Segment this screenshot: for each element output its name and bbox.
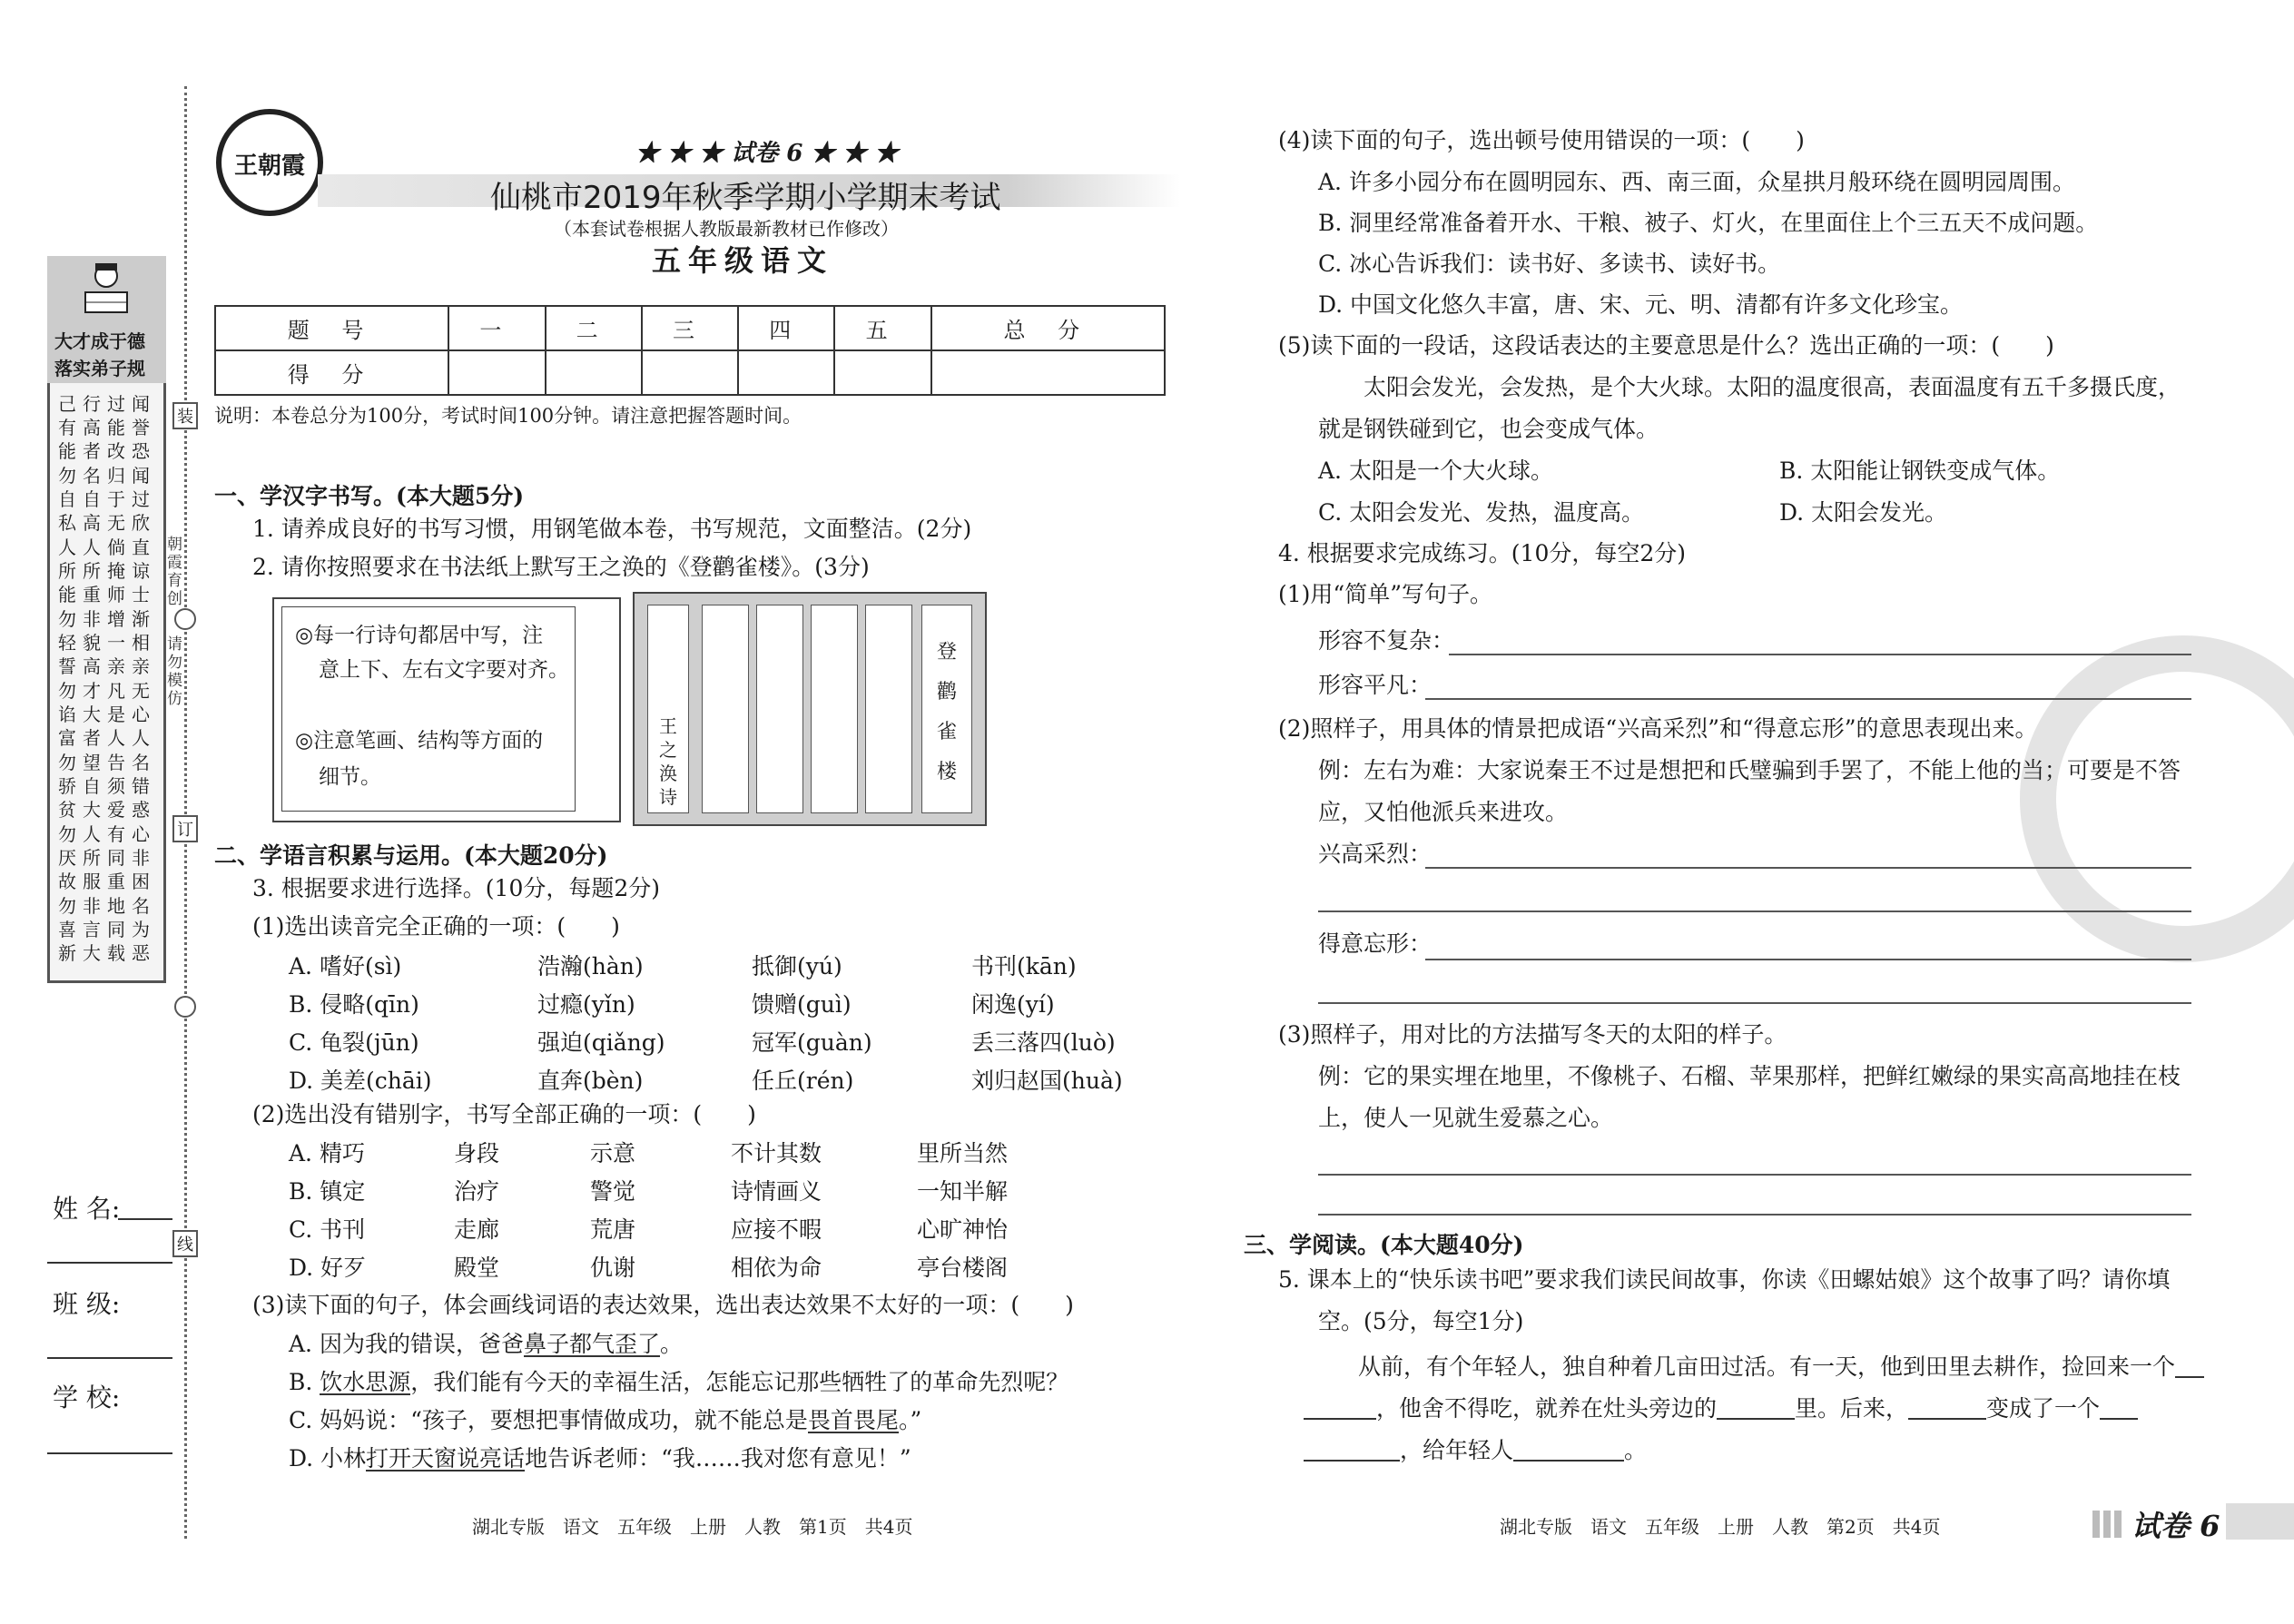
score-header-cell: 一 [448, 306, 545, 350]
q5-passage-text: 。 [1624, 1437, 1648, 1463]
motto-column: 非言大 [83, 895, 101, 964]
q3-1-text: (1)选出读音完全正确的一项：( ) [252, 913, 620, 940]
score-cell[interactable] [834, 350, 930, 395]
q2-text: 2. 请你按照要求在书法纸上默写王之涣的《登鹳雀楼》。(3分) [252, 554, 870, 580]
q5-passage-text: 里。后来， [1795, 1395, 1909, 1422]
tip1-line2: 意上下、左右文字要对齐。 [319, 658, 569, 682]
motto-column: 勿骄贫 [58, 752, 76, 821]
q4-5-option-b[interactable]: B. 太阳能让钢铁变成气体。 [1779, 458, 2061, 484]
q3-1-option-cell[interactable]: 抵御(yú) [752, 953, 842, 979]
q5-passage-line3 [1304, 1436, 1647, 1462]
q3-1-option-cell[interactable]: 书刊(kān) [971, 953, 1077, 979]
motto-columns [56, 392, 156, 973]
q5-passage-text: 变成了一个 [1986, 1395, 2101, 1422]
q3-1-option-cell[interactable]: 过瘾(yǐn) [537, 991, 635, 1018]
exam-subtitle: （本套试卷根据人教版最新教材已作修改） [554, 218, 899, 240]
q4b-1-label: 兴高采烈： [1318, 841, 1433, 867]
motto-column: 地同载 [107, 895, 125, 964]
motto-column: 勿厌故 [58, 823, 76, 892]
q5-blank-1-cont[interactable] [1304, 1394, 1376, 1420]
q3-2-option-cell[interactable]: 荒唐 [590, 1216, 636, 1243]
score-cell[interactable] [642, 350, 738, 395]
q1-text: 1. 请养成良好的书写习惯，用钢笔做本卷，书写规范，文面整洁。(2分) [252, 516, 972, 542]
seal-watermark [2020, 635, 2294, 962]
motto-column: 增一亲 [107, 608, 125, 677]
score-header-cell: 三 [642, 306, 738, 350]
score-value-row [215, 350, 1165, 395]
motto-column: 行高者 [83, 393, 101, 462]
fold-label-2: 订 [172, 815, 198, 842]
q4a-text: (1)用“简单”写句子。 [1278, 581, 1492, 607]
score-header-cell: 五 [834, 306, 930, 350]
q5-blank-1[interactable] [2175, 1353, 2204, 1378]
side-note-2: 请勿模仿 [167, 635, 182, 708]
q5-blank-4-cont[interactable] [1304, 1436, 1400, 1462]
q4c-answer-line-2[interactable] [1318, 1214, 2191, 1216]
name-field[interactable] [118, 1218, 172, 1220]
q3-2-option-cell[interactable]: 应接不暇 [731, 1216, 822, 1243]
score-cell[interactable] [546, 350, 642, 395]
q4-4-option-a[interactable]: A. 许多小园分布在圆明园东、西、南三面，众星拱月般环绕在圆明园周围。 [1318, 169, 2075, 195]
q3-2-option-cell[interactable]: 警觉 [590, 1178, 636, 1205]
motto-column: 闻誉恐 [132, 393, 150, 462]
motto-column: 倘掩师 [107, 536, 125, 605]
q4-4-option-b[interactable]: B. 洞里经常准备着开水、干粮、被子、灯火，在里面住上个三五天不成问题。 [1318, 210, 2099, 236]
page2-footer: 湖北专版 语文 五年级 上册 人教 第2页 共4页 [1500, 1516, 1941, 1538]
q3-2-option-cell[interactable]: 诗情画义 [731, 1178, 822, 1205]
q4-5-passage-line2: 就是钢铁碰到它，也会变成气体。 [1318, 416, 1659, 442]
q3-3-c-post: 。” [898, 1407, 922, 1433]
q3-1-option-cell[interactable]: 任丘(rén) [752, 1068, 854, 1094]
q3-3-d-underline: 打开天窗说亮话 [366, 1445, 526, 1471]
motto-column: 归于无 [107, 465, 125, 534]
q3-3-d-pre: D. 小林 [289, 1445, 367, 1471]
q4b-2-answer-line[interactable] [1425, 959, 2191, 960]
motto-column: 勿自私 [58, 465, 76, 534]
writing-column-4[interactable] [865, 605, 912, 813]
q3-3-option-d[interactable] [289, 1447, 911, 1471]
poem-author-text: 王之涣诗 [659, 715, 677, 808]
motto-column: 人所重 [83, 536, 101, 605]
q4b-text: (2)照样子，用具体的情景把成语“兴高采烈”和“得意忘形”的意思表现出来。 [1278, 715, 2038, 742]
q4-4-text: (4)读下面的句子，选出顿号使用错误的一项：( ) [1278, 127, 1805, 153]
q3-3-c-underline: 畏首畏尾 [807, 1407, 899, 1433]
q3-2-option-cell[interactable]: A. 精巧 [289, 1140, 365, 1166]
q3-text: 3. 根据要求进行选择。(10分，每题2分) [252, 875, 661, 901]
q3-1-option-cell[interactable]: 丢三落四(luò) [971, 1029, 1116, 1056]
q3-3-option-a[interactable] [289, 1333, 683, 1357]
q3-2-option-cell[interactable]: 治疗 [454, 1178, 500, 1205]
q4b-example-line1: 例：左右为难：大家说秦王不过是想把和氏璧骗到手罢了，不能上他的当；可要是不答 [1318, 757, 2181, 783]
name-field-line[interactable] [47, 1262, 172, 1264]
section3-title: 三、学阅读。(本大题40分) [1244, 1232, 1524, 1258]
q3-2-option-cell[interactable]: D. 好歹 [289, 1255, 367, 1281]
score-row-label: 得 分 [215, 350, 448, 395]
score-cell[interactable] [448, 350, 545, 395]
motto-header [47, 256, 166, 383]
page1-footer: 湖北专版 语文 五年级 上册 人教 第1页 共4页 [472, 1516, 913, 1538]
q5-text-line2: 空。(5分，每空1分) [1318, 1308, 1524, 1334]
q3-3-text: (3)读下面的句子，体会画线词语的表达效果，选出表达效果不太好的一项：( ) [252, 1292, 1074, 1318]
q3-2-text: (2)选出没有错别字，书写全部正确的一项：( ) [252, 1101, 756, 1127]
q4a-1-answer-line[interactable] [1449, 654, 2191, 655]
q4-5-option-c[interactable]: C. 太阳会发光、发热，温度高。 [1318, 499, 1645, 526]
q4a-1-label: 形容不复杂： [1318, 627, 1455, 654]
q5-blank-5[interactable] [1513, 1436, 1624, 1462]
q3-1-option-cell[interactable]: A. 嗜好(sì) [289, 953, 402, 979]
q3-2-option-cell[interactable]: 身段 [454, 1140, 500, 1166]
q4c-answer-line[interactable] [1318, 1174, 2191, 1176]
motto-column: 名为恶 [132, 895, 150, 964]
motto-column: 非貌高 [83, 608, 101, 677]
q3-3-a-underline: 鼻子都气歪了 [523, 1331, 660, 1357]
motto-column: 闻过欣 [132, 465, 150, 534]
motto-column: 告须爱 [107, 752, 125, 821]
q3-2-option-cell[interactable]: 走廊 [454, 1216, 500, 1243]
q5-blank-3[interactable] [1908, 1394, 1986, 1420]
q3-3-b-underline: 饮水思源 [320, 1369, 411, 1395]
brand-logo [216, 109, 323, 216]
motto-column: 名错惑 [132, 752, 150, 821]
side-note-1: 朝霞育创 [167, 536, 182, 608]
q3-1-option-cell[interactable]: 冠军(guàn) [752, 1029, 872, 1056]
q5-passage-text: ，他舍不得吃，就养在灶头旁边的 [1376, 1395, 1718, 1422]
q3-1-option-cell[interactable]: 刘归赵国(huà) [971, 1068, 1123, 1094]
q3-2-option-cell[interactable]: 殿堂 [454, 1255, 500, 1281]
score-table [214, 305, 1166, 396]
motto-column: 心非困 [132, 823, 150, 892]
motto-column: 无心人 [132, 680, 150, 749]
q4-5-option-d[interactable]: D. 太阳会发光。 [1779, 499, 1948, 526]
tip2-line1: ◎注意笔画、结构等方面的 [295, 729, 544, 753]
motto-column: 望自大 [83, 752, 101, 821]
q3-3-b-post: ，我们能有今天的幸福生活，怎能忘记那些牺牲了的革命先烈呢？ [410, 1369, 1069, 1395]
q3-1-option-cell[interactable]: 浩瀚(hàn) [537, 953, 644, 979]
score-cell[interactable] [931, 350, 1165, 395]
q4-4-option-c[interactable]: C. 冰心告诉我们：读书好、多读书、读好书。 [1318, 251, 1781, 277]
corner-tab [2226, 1503, 2294, 1540]
q3-2-option-cell[interactable]: 仇谢 [590, 1255, 636, 1281]
q3-2-option-cell[interactable]: 示意 [590, 1140, 636, 1166]
hole-2 [174, 996, 196, 1018]
q3-3-c-pre: C. 妈妈说：“孩子，要想把事情做成功，就不能总是 [289, 1407, 808, 1433]
logo-text: 王朝霞 [233, 153, 305, 180]
score-header-cell: 二 [546, 306, 642, 350]
q3-1-option-cell[interactable]: 馈赠(guì) [752, 991, 852, 1018]
q3-3-a-post: 。 [659, 1331, 683, 1357]
motto-column: 直谅士 [132, 536, 150, 605]
score-header-cell: 总 分 [931, 306, 1165, 350]
motto-column: 人所能 [58, 536, 76, 605]
q3-3-option-c[interactable] [289, 1409, 921, 1433]
q4b-2-answer-line-2[interactable] [1318, 1002, 2191, 1004]
q4a-2-label: 形容平凡： [1318, 672, 1433, 698]
motto-column: 名自高 [83, 465, 101, 534]
q3-1-option-cell[interactable]: 强迫(qiǎng) [537, 1029, 665, 1056]
q3-2-option-cell[interactable]: 不计其数 [731, 1140, 822, 1166]
q5-passage-line2 [1304, 1394, 2138, 1420]
q3-1-option-cell[interactable]: B. 侵略(qīn) [289, 991, 419, 1018]
tip1-line1: ◎每一行诗句都居中写，注 [295, 624, 544, 647]
scholar-icon [80, 261, 133, 320]
motto-line-2: 落实弟子规 [54, 358, 145, 379]
q3-2-option-cell[interactable]: B. 镇定 [289, 1178, 366, 1205]
q3-1-option-cell[interactable]: C. 龟裂(jūn) [289, 1029, 419, 1056]
exam-badge: ★ ★ ★ 试卷 6 ★ ★ ★ [635, 140, 899, 167]
q4-5-passage-line1: 太阳会发光，会发热，是个大火球。太阳的温度很高，表面温度有五千多摄氏度， [1364, 374, 2181, 400]
motto-column: 凡是人 [107, 680, 125, 749]
motto-column: 己有能 [58, 393, 76, 462]
writing-column-1[interactable] [702, 605, 749, 813]
q4-5-text: (5)读下面的一段话，这段话表达的主要意思是什么？选出正确的一项：( ) [1278, 332, 2054, 359]
motto-column: 渐相亲 [132, 608, 150, 677]
poem-title-text: 登鹳雀楼 [937, 641, 958, 783]
q4a-2-answer-line[interactable] [1425, 698, 2191, 700]
motto-column: 勿谄富 [58, 680, 76, 749]
q5-passage-text: 从前，有个年轻人，独自种着几亩田过活。有一天，他到田里去耕作，捡回来一个 [1358, 1353, 2176, 1380]
class-field[interactable] [47, 1357, 172, 1359]
q3-2-option-cell[interactable]: 心旷神怡 [917, 1216, 1009, 1243]
score-header-cell: 题 号 [215, 306, 448, 350]
q3-2-option-cell[interactable]: 里所当然 [917, 1140, 1009, 1166]
q4c-example-line2: 上，使人一见就生爱慕之心。 [1318, 1105, 1614, 1131]
q5-passage-line1 [1358, 1353, 2204, 1378]
class-label: 班 级: [53, 1289, 121, 1319]
q4b-example-line2: 应，又怕他派兵来进攻。 [1318, 799, 1569, 825]
q3-3-d-post: 地告诉老师：“我……我对您有意见！” [525, 1445, 911, 1471]
poem-author [647, 605, 689, 813]
hole-1 [174, 608, 196, 630]
section2-title: 二、学语言积累与运用。(本大题20分) [214, 842, 608, 869]
q3-1-option-cell[interactable]: 闲逸(yí) [971, 991, 1055, 1018]
subject-title: 五年级语文 [652, 243, 834, 278]
q4b-2-label: 得意忘形： [1318, 930, 1433, 957]
q4b-1-answer-line-2[interactable] [1318, 910, 2191, 912]
q4c-example-line1: 例：它的果实埋在地里，不像桃子、石榴、苹果那样，把鲜红嫩绿的果实高高地挂在枝 [1318, 1063, 2181, 1089]
q3-2-option-cell[interactable]: 相依为命 [731, 1255, 822, 1281]
q3-3-option-b[interactable] [289, 1371, 1068, 1395]
corner-badge: 试卷 6 [2132, 1509, 2220, 1543]
q4c-text: (3)照样子，用对比的方法描写冬天的太阳的样子。 [1278, 1021, 1787, 1048]
writing-column-3[interactable] [811, 605, 858, 813]
q3-3-a-pre: A. 因为我的错误，爸爸 [289, 1331, 524, 1357]
motto-line-1: 大才成于德 [54, 330, 145, 352]
school-field[interactable] [47, 1452, 172, 1454]
q3-2-option-cell[interactable]: 一知半解 [917, 1178, 1009, 1205]
motto-column: 才大者 [83, 680, 101, 749]
corner-decor [2092, 1511, 2125, 1538]
motto-column: 勿轻誓 [58, 608, 76, 677]
section1-title: 一、学汉字书写。(本大题5分) [214, 483, 525, 509]
q5-blank-2[interactable] [1717, 1394, 1795, 1420]
fold-label-1: 装 [172, 402, 198, 429]
calligraphy-paper [633, 592, 987, 826]
score-header-cell: 四 [738, 306, 834, 350]
q5-text-line1: 5. 课本上的“快乐读书吧”要求我们读民间故事，你读《田螺姑娘》这个故事了吗？请你填 [1278, 1266, 2171, 1293]
motto-column: 有同重 [107, 823, 125, 892]
q3-2-option-cell[interactable]: C. 书刊 [289, 1216, 366, 1243]
tips-inner-box [281, 606, 576, 812]
name-label: 姓 名: [53, 1194, 121, 1224]
motto-column: 勿喜新 [58, 895, 76, 964]
exam-note: 说明：本卷总分为100分，考试时间100分钟。请注意把握答题时间。 [214, 405, 802, 427]
score-header-row [215, 306, 1165, 350]
q4-5-option-a[interactable]: A. 太阳是一个大火球。 [1318, 458, 1553, 484]
q3-2-option-cell[interactable]: 亭台楼阁 [917, 1255, 1009, 1281]
motto-column: 过能改 [107, 393, 125, 462]
school-label: 学 校: [53, 1383, 121, 1412]
q3-1-option-cell[interactable]: D. 美差(chāi) [289, 1068, 432, 1094]
q3-3-b-pre: B. [289, 1369, 320, 1395]
q4b-1-answer-line[interactable] [1425, 867, 2191, 869]
q5-blank-4[interactable] [2100, 1394, 2138, 1420]
fold-line [184, 86, 187, 1539]
exam-title: 仙桃市2019年秋季学期小学期末考试 [490, 180, 1001, 216]
q3-1-option-cell[interactable]: 直奔(bèn) [537, 1068, 644, 1094]
q5-passage-text: ，给年轻人 [1400, 1437, 1514, 1463]
tip2-line2: 细节。 [319, 765, 381, 789]
poem-title-column [921, 605, 972, 813]
writing-column-2[interactable] [756, 605, 803, 813]
q4-text: 4. 根据要求完成练习。(10分，每空2分) [1278, 540, 1687, 566]
motto-column: 人所服 [83, 823, 101, 892]
q4-4-option-d[interactable]: D. 中国文化悠久丰富，唐、宋、元、明、清都有许多文化珍宝。 [1318, 291, 1964, 318]
fold-label-3: 线 [172, 1230, 198, 1257]
score-cell[interactable] [738, 350, 834, 395]
